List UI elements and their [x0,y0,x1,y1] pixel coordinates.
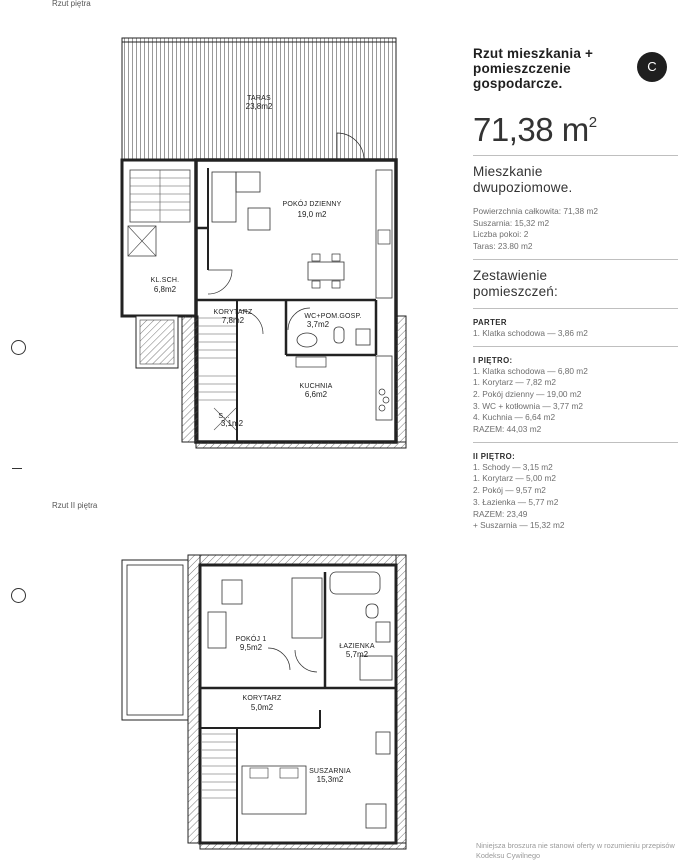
section-line: RAZEM: 23,49 [473,508,528,519]
section-title: I PIĘTRO: [473,355,513,365]
info-line: Suszarnia: 15,32 m2 [473,217,550,228]
section-line: 3. WC + kotłownia — 3,77 m2 [473,400,583,411]
room-area: 5,7m2 [345,650,369,659]
room-label: POKÓJ DZIENNY [282,201,342,208]
divider [473,346,678,347]
section-line: 3. Łazienka — 5,77 m2 [473,496,559,507]
section-line: 1. Schody — 3,15 m2 [473,461,553,472]
room-area: 19,0 m2 [297,210,327,219]
section-line: 2. Pokój dzienny — 19,00 m2 [473,388,582,399]
total-area-unit-sup: 2 [588,114,597,131]
room-area: 7,8m2 [221,316,245,325]
section-line: 2. Pokój — 9,57 m2 [473,485,546,496]
footnote: Niniejsza broszura nie stanowi oferty w rozumieniu przepisów Kodeksu Cywilnego [476,841,675,860]
room-label: SUSZARNIA [309,768,351,775]
section-parter [473,317,678,340]
section-line: 1. Korytarz — 5,00 m2 [473,473,557,484]
room-label: WC+POM.GOSP. [304,313,362,320]
room-label: KL.SCH. [150,277,180,284]
rooms-summary-heading: Zestawienie pomieszczeń: [473,267,558,299]
room-area: 5,0m2 [250,703,274,712]
room-label: KORYTARZ [213,309,253,316]
upper-floor-plan [122,38,406,448]
plan-label-upper-floor: Rzut piętra [52,0,91,8]
section-line: 4. Kuchnia — 6,64 m2 [473,412,556,423]
room-area: 6,6m2 [304,390,328,399]
info-line: Liczba pokoi: 2 [473,229,529,240]
section-title: II PIĘTRO: [473,451,516,461]
section-line: 1. Klatka schodowa — 3,86 m2 [473,327,588,338]
room-area: 3,7m2 [306,320,330,329]
info-line: Powierzchnia całkowita: 71,38 m2 [473,206,598,216]
room-area: 23,8m2 [245,102,273,111]
info-panel [473,46,678,538]
plan-label-second-floor: Rzut II piętra [52,501,98,510]
section-second-floor [473,451,678,532]
section-first-floor [473,355,678,436]
room-label: S... [218,413,230,420]
room-label: KORYTARZ [242,695,282,702]
info-line: Taras: 23.80 m2 [473,241,533,252]
second-floor-plan [122,555,406,849]
room-label: TARAS [247,95,271,102]
section-line: 1. Klatka schodowa — 6,80 m2 [473,365,588,376]
room-area: 6,8m2 [153,285,177,294]
apartment-type: Mieszkanie dwupoziomowe. [473,164,573,195]
room-area: 15,3m2 [316,775,344,784]
divider [473,308,678,309]
room-label: POKÓJ 1 [235,636,267,643]
apartment-badge: C [637,52,667,82]
panel-title: Rzut mieszkania + pomieszczenie gospodarcze. [473,46,594,91]
room-area: 3,1m2 [220,419,244,428]
divider [473,442,678,443]
divider [473,259,678,260]
section-line: + Suszarnia — 15,32 m2 [473,520,565,531]
section-title: PARTER [473,317,507,327]
section-line: RAZEM: 44,03 m2 [473,424,542,435]
total-area [473,111,678,149]
divider [473,155,678,156]
total-area-value: 71,38 m [473,111,589,148]
section-line: 1. Korytarz — 7,82 m2 [473,377,557,388]
room-area: 9,5m2 [239,643,263,652]
room-label: ŁAZIENKA [339,643,375,650]
info-list [473,206,678,253]
room-label: KUCHNIA [299,383,333,390]
